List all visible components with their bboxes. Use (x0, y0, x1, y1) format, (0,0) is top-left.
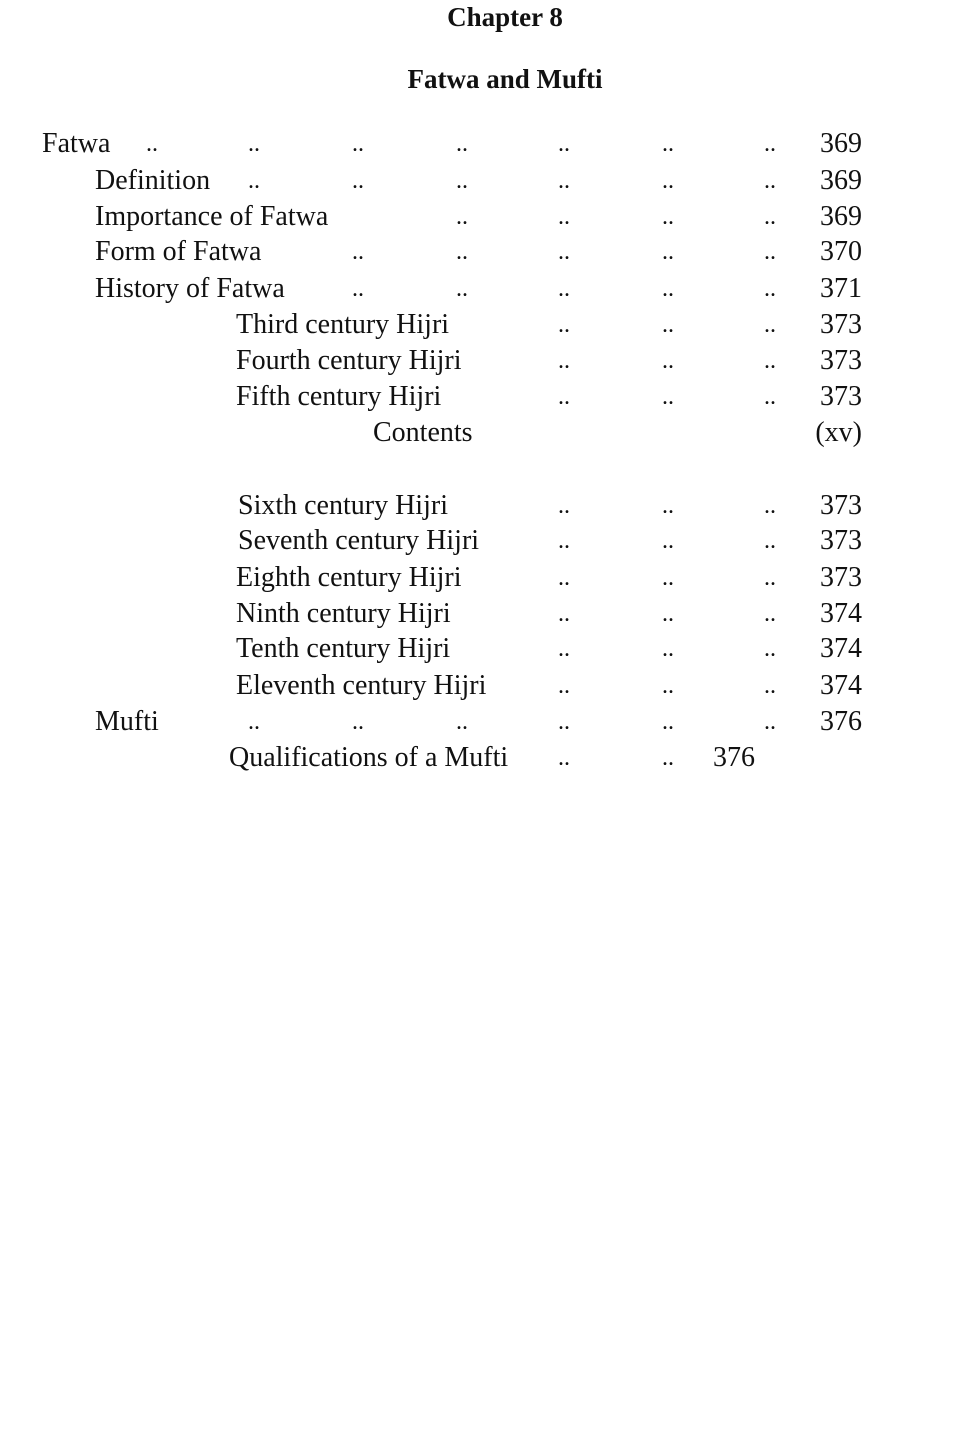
leader-dots: .. (662, 131, 674, 157)
toc-entry-title: Fifth century Hijri (236, 381, 442, 412)
leader-dots: .. (456, 276, 468, 302)
leader-dots: .. (764, 204, 776, 230)
leader-dots: .. (558, 276, 570, 302)
leader-dots: .. (764, 601, 776, 627)
toc-entry (0, 596, 960, 632)
toc-entry-title: Fourth century Hijri (236, 345, 462, 376)
leader-dots: .. (662, 204, 674, 230)
leader-dots: .. (764, 565, 776, 591)
leader-dots: .. (558, 312, 570, 338)
toc-entry-page-number: 376 (820, 706, 862, 737)
leader-dots: .. (764, 312, 776, 338)
leader-dots: .. (352, 709, 364, 735)
leader-dots: .. (764, 493, 776, 519)
leader-dots: .. (662, 239, 674, 265)
toc-entry (0, 704, 960, 740)
toc-entry-title: Importance of Fatwa (95, 201, 329, 232)
toc-entry (0, 271, 960, 307)
leader-dots: .. (558, 168, 570, 194)
leader-dots: .. (662, 673, 674, 699)
leader-dots: .. (764, 239, 776, 265)
leader-dots: .. (558, 384, 570, 410)
toc-entry-title: History of Fatwa (95, 273, 285, 304)
leader-dots: .. (662, 528, 674, 554)
toc-entry (0, 523, 960, 559)
leader-dots: .. (456, 131, 468, 157)
leader-dots: .. (662, 745, 674, 771)
leader-dots: .. (558, 601, 570, 627)
leader-dots: .. (456, 168, 468, 194)
toc-entry-page-number: 373 (820, 562, 862, 593)
toc-entry (0, 307, 960, 343)
leader-dots: .. (558, 528, 570, 554)
toc-entry (0, 668, 960, 704)
leader-dots: .. (764, 636, 776, 662)
toc-entry-title: Contents (373, 417, 473, 448)
toc-entry-page-number: 369 (820, 128, 862, 159)
leader-dots: .. (248, 131, 260, 157)
leader-dots: .. (558, 565, 570, 591)
toc-entry-title: Seventh century Hijri (238, 525, 480, 556)
leader-dots: .. (558, 131, 570, 157)
toc-entry (0, 234, 960, 270)
toc-entry-page-number: 371 (820, 273, 862, 304)
chapter-heading: Chapter 8 (447, 2, 563, 32)
toc-entry-title: Qualifications of a Mufti (229, 742, 509, 773)
toc-entry (0, 631, 960, 667)
leader-dots: .. (662, 709, 674, 735)
toc-entry-title: Sixth century Hijri (238, 490, 448, 521)
leader-dots: .. (662, 384, 674, 410)
toc-entry-title: Ninth century Hijri (236, 598, 451, 629)
leader-dots: .. (662, 312, 674, 338)
toc-entry-page-number: 369 (820, 165, 862, 196)
leader-dots: .. (558, 204, 570, 230)
leader-dots: .. (558, 636, 570, 662)
toc-entry-title: Eleventh century Hijri (236, 670, 487, 701)
leader-dots: .. (764, 673, 776, 699)
toc-entry (0, 343, 960, 379)
toc-entry-page-number: 373 (820, 525, 862, 556)
toc-entry-page-number: 373 (820, 345, 862, 376)
toc-entry-page-number: 373 (820, 490, 862, 521)
toc-entry (0, 199, 960, 235)
leader-dots: .. (662, 168, 674, 194)
toc-entry-title: Third century Hijri (236, 309, 450, 340)
leader-dots: .. (558, 239, 570, 265)
toc-entry-page-number: 376 (713, 742, 755, 773)
toc-entry-page-number: 369 (820, 201, 862, 232)
leader-dots: .. (662, 565, 674, 591)
leader-dots: .. (662, 636, 674, 662)
leader-dots: .. (662, 276, 674, 302)
toc-entry-page-number: 373 (820, 309, 862, 340)
toc-entry-title: Definition (95, 165, 211, 196)
leader-dots: .. (662, 348, 674, 374)
leader-dots: .. (456, 709, 468, 735)
toc-entry-title: Form of Fatwa (95, 236, 262, 267)
toc-entry-page-number: 370 (820, 236, 862, 267)
leader-dots: .. (352, 239, 364, 265)
toc-entry-title: Fatwa (42, 128, 111, 159)
toc-entry-page-number: 374 (820, 633, 862, 664)
leader-dots: .. (764, 131, 776, 157)
toc-entry-page-number: 374 (820, 598, 862, 629)
toc-entry-title: Eighth century Hijri (236, 562, 462, 593)
leader-dots: .. (248, 168, 260, 194)
chapter-title: Fatwa and Mufti (407, 64, 603, 94)
toc-entry (0, 379, 960, 415)
toc-entry-page-number: 374 (820, 670, 862, 701)
leader-dots: .. (558, 673, 570, 699)
leader-dots: .. (764, 709, 776, 735)
leader-dots: .. (764, 168, 776, 194)
toc-entry-page-number: (xv) (815, 417, 862, 448)
leader-dots: .. (764, 348, 776, 374)
leader-dots: .. (146, 131, 158, 157)
leader-dots: .. (456, 239, 468, 265)
toc-entry-title: Mufti (95, 706, 159, 737)
toc-entry-title: Tenth century Hijri (236, 633, 451, 664)
leader-dots: .. (456, 204, 468, 230)
toc-entry (0, 163, 960, 199)
toc-entry (0, 126, 960, 162)
leader-dots: .. (558, 493, 570, 519)
leader-dots: .. (248, 709, 260, 735)
leader-dots: .. (764, 276, 776, 302)
leader-dots: .. (558, 745, 570, 771)
toc-entry-page-number: 373 (820, 381, 862, 412)
toc-entry (0, 488, 960, 524)
leader-dots: .. (662, 493, 674, 519)
leader-dots: .. (558, 709, 570, 735)
leader-dots: .. (558, 348, 570, 374)
leader-dots: .. (764, 528, 776, 554)
leader-dots: .. (352, 276, 364, 302)
toc-entry (0, 740, 960, 776)
toc-entry (0, 415, 960, 451)
toc-entry (0, 560, 960, 596)
leader-dots: .. (352, 131, 364, 157)
leader-dots: .. (764, 384, 776, 410)
leader-dots: .. (352, 168, 364, 194)
leader-dots: .. (662, 601, 674, 627)
